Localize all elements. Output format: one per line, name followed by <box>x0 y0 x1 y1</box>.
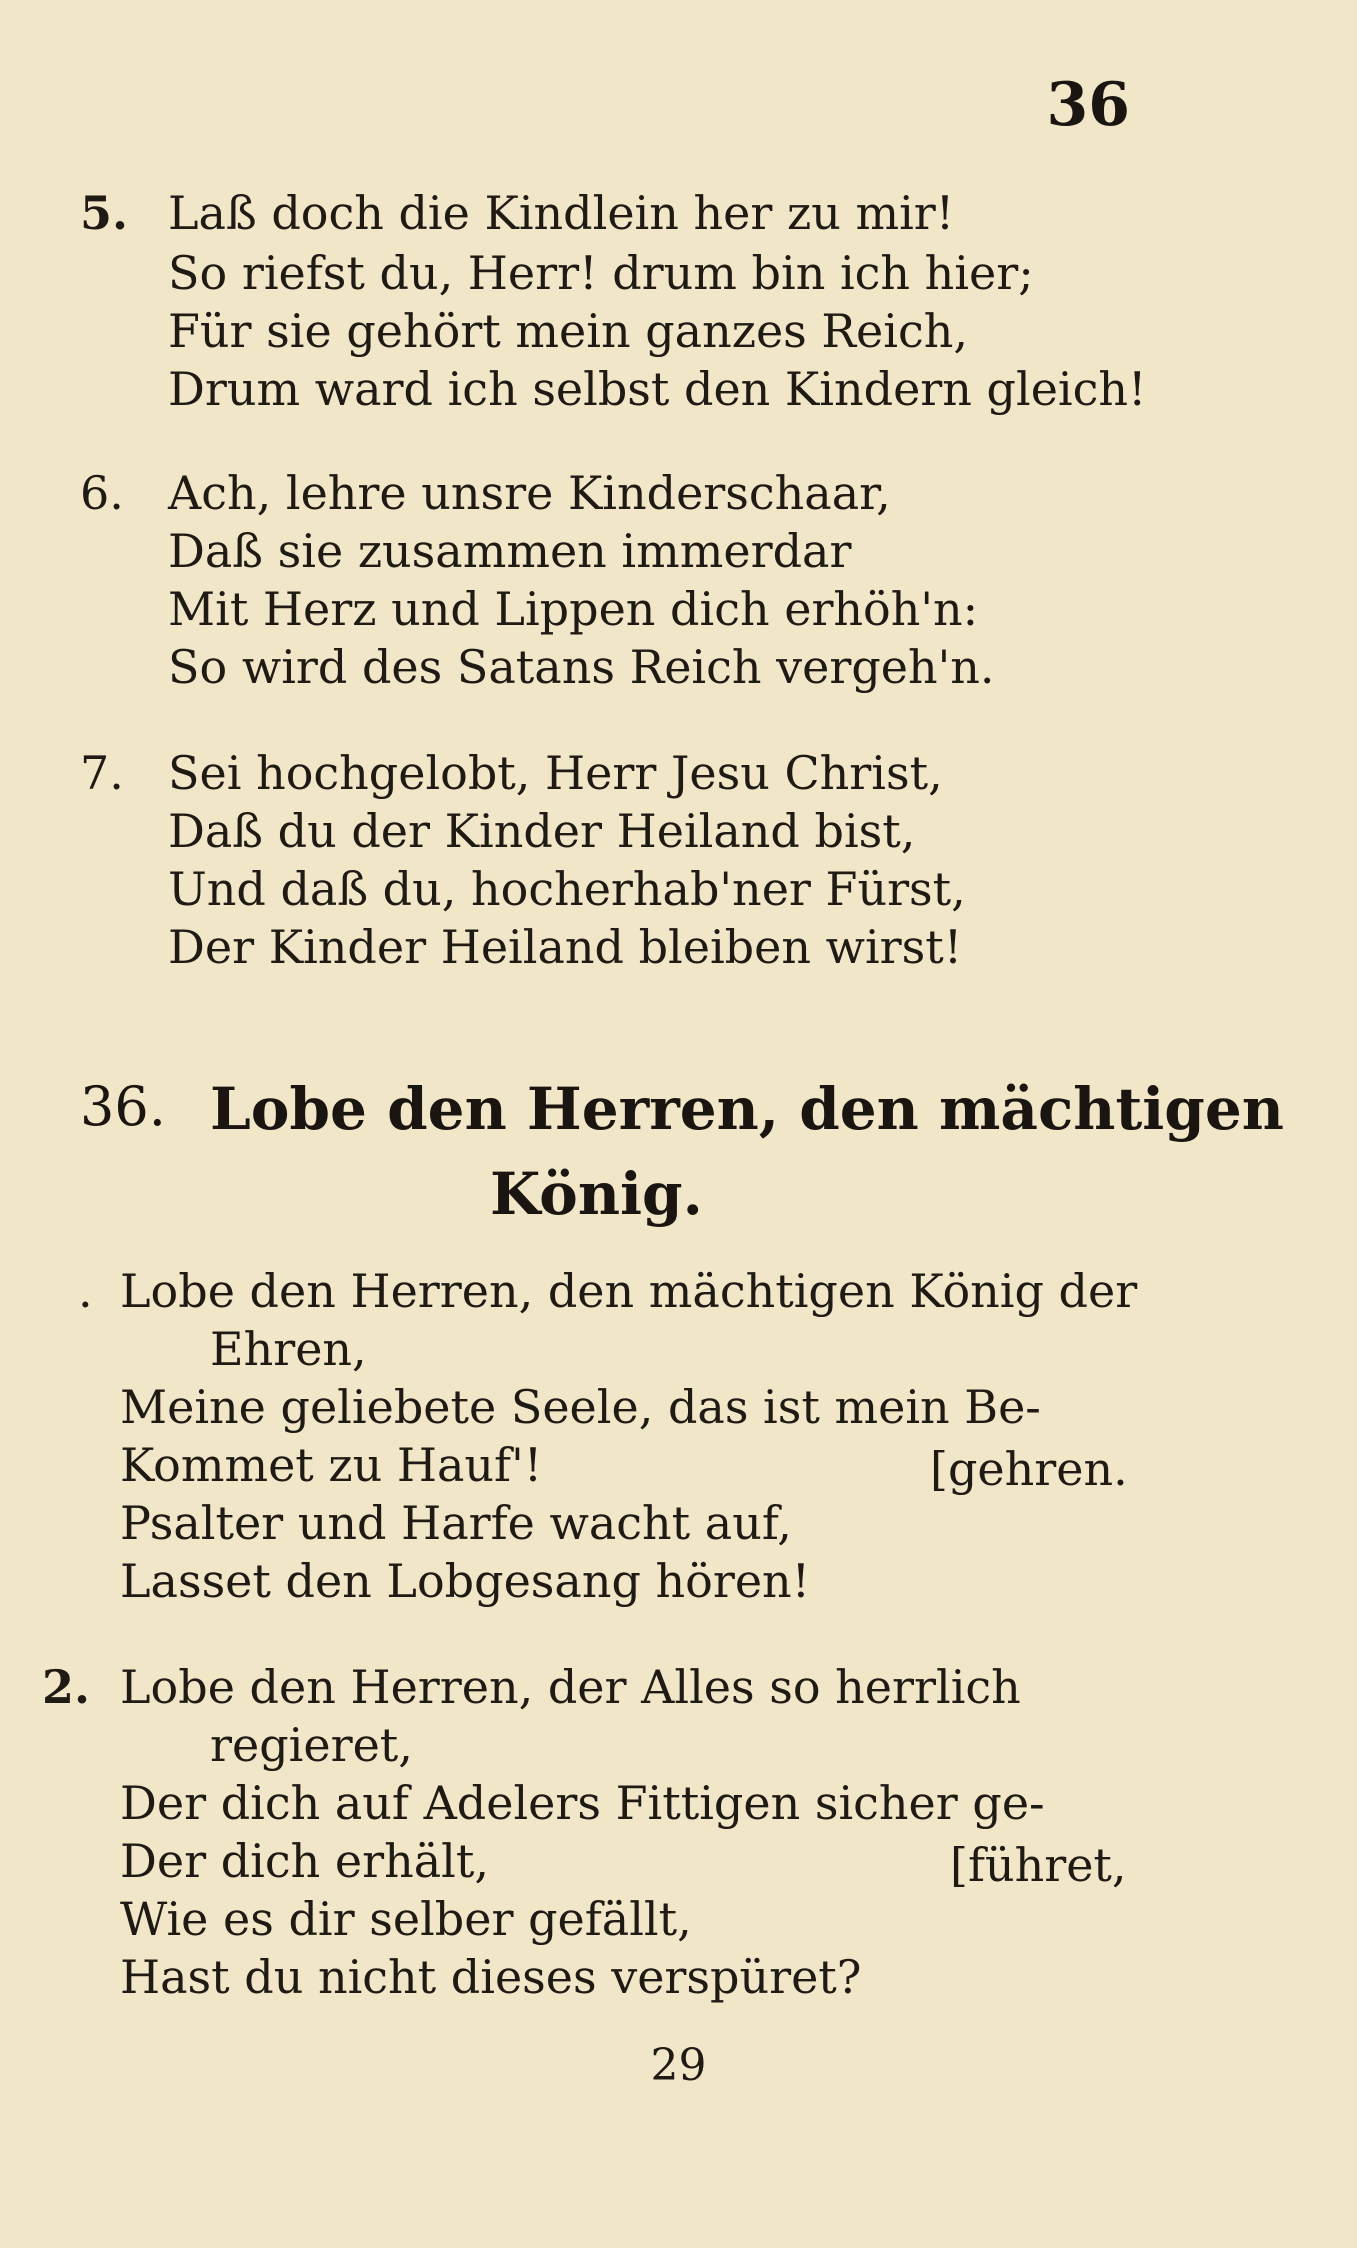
verse-line: Daß du der Kinder Heiland bist, <box>168 804 916 858</box>
verse-line: Psalter und Harfe wacht auf, <box>120 1496 792 1550</box>
hymn-title-line-1: Lobe den Herren, den mächtigen <box>210 1075 1284 1143</box>
verse-line: Ach, lehre unsre Kinderschaar, <box>168 466 891 520</box>
verse-line: Und daß du, hocherhab'ner Fürst, <box>168 862 966 916</box>
verse-line: Ehren, <box>210 1322 367 1376</box>
verse-line: Daß sie zusammen immerdar <box>168 524 852 578</box>
verse-line-continuation: [führet, <box>950 1838 1127 1892</box>
verse-line: So wird des Satans Reich vergeh'n. <box>168 640 995 694</box>
verse-number: 2. <box>42 1660 91 1714</box>
verse-line: Kommet zu Hauf'! <box>120 1438 543 1492</box>
verse-line: Für sie gehört mein ganzes Reich, <box>168 304 968 358</box>
footer-page-number: 29 <box>650 2040 707 2091</box>
verse-line: Hast du nicht dieses verspüret? <box>120 1950 862 2004</box>
verse-line: Mit Herz und Lippen dich erhöh'n: <box>168 582 979 636</box>
hymn-title-line-2: König. <box>490 1160 703 1228</box>
verse-line: Laß doch die Kindlein her zu mir! <box>168 186 955 240</box>
verse-line: Der dich erhält, <box>120 1834 489 1888</box>
verse-line: regieret, <box>210 1718 413 1772</box>
verse-line: Lobe den Herren, der Alles so herrlich <box>120 1660 1021 1714</box>
verse-line: Der dich auf Adelers Fittigen sicher ge- <box>120 1776 1045 1830</box>
verse-number: 5. <box>80 186 129 240</box>
verse-line: Wie es dir selber gefällt, <box>120 1892 692 1946</box>
verse-line: Sei hochgelobt, Herr Jesu Christ, <box>168 746 943 800</box>
verse-line: Drum ward ich selbst den Kindern gleich! <box>168 362 1147 416</box>
verse-line: Der Kinder Heiland bleiben wirst! <box>168 920 963 974</box>
verse-line: Lobe den Herren, den mächtigen König der <box>120 1264 1138 1318</box>
verse-line: Lasset den Lobgesang hören! <box>120 1554 811 1608</box>
verse-line: Meine geliebete Seele, das ist mein Be- <box>120 1380 1041 1434</box>
verse-number: . <box>78 1264 93 1318</box>
verse-line-continuation: [gehren. <box>930 1442 1128 1496</box>
verse-number: 7. <box>80 746 124 800</box>
verse-line: So riefst du, Herr! drum bin ich hier; <box>168 246 1034 300</box>
hymn-number: 36. <box>80 1075 166 1138</box>
verse-number: 6. <box>80 466 124 520</box>
header-page-number: 36 <box>1046 70 1130 140</box>
